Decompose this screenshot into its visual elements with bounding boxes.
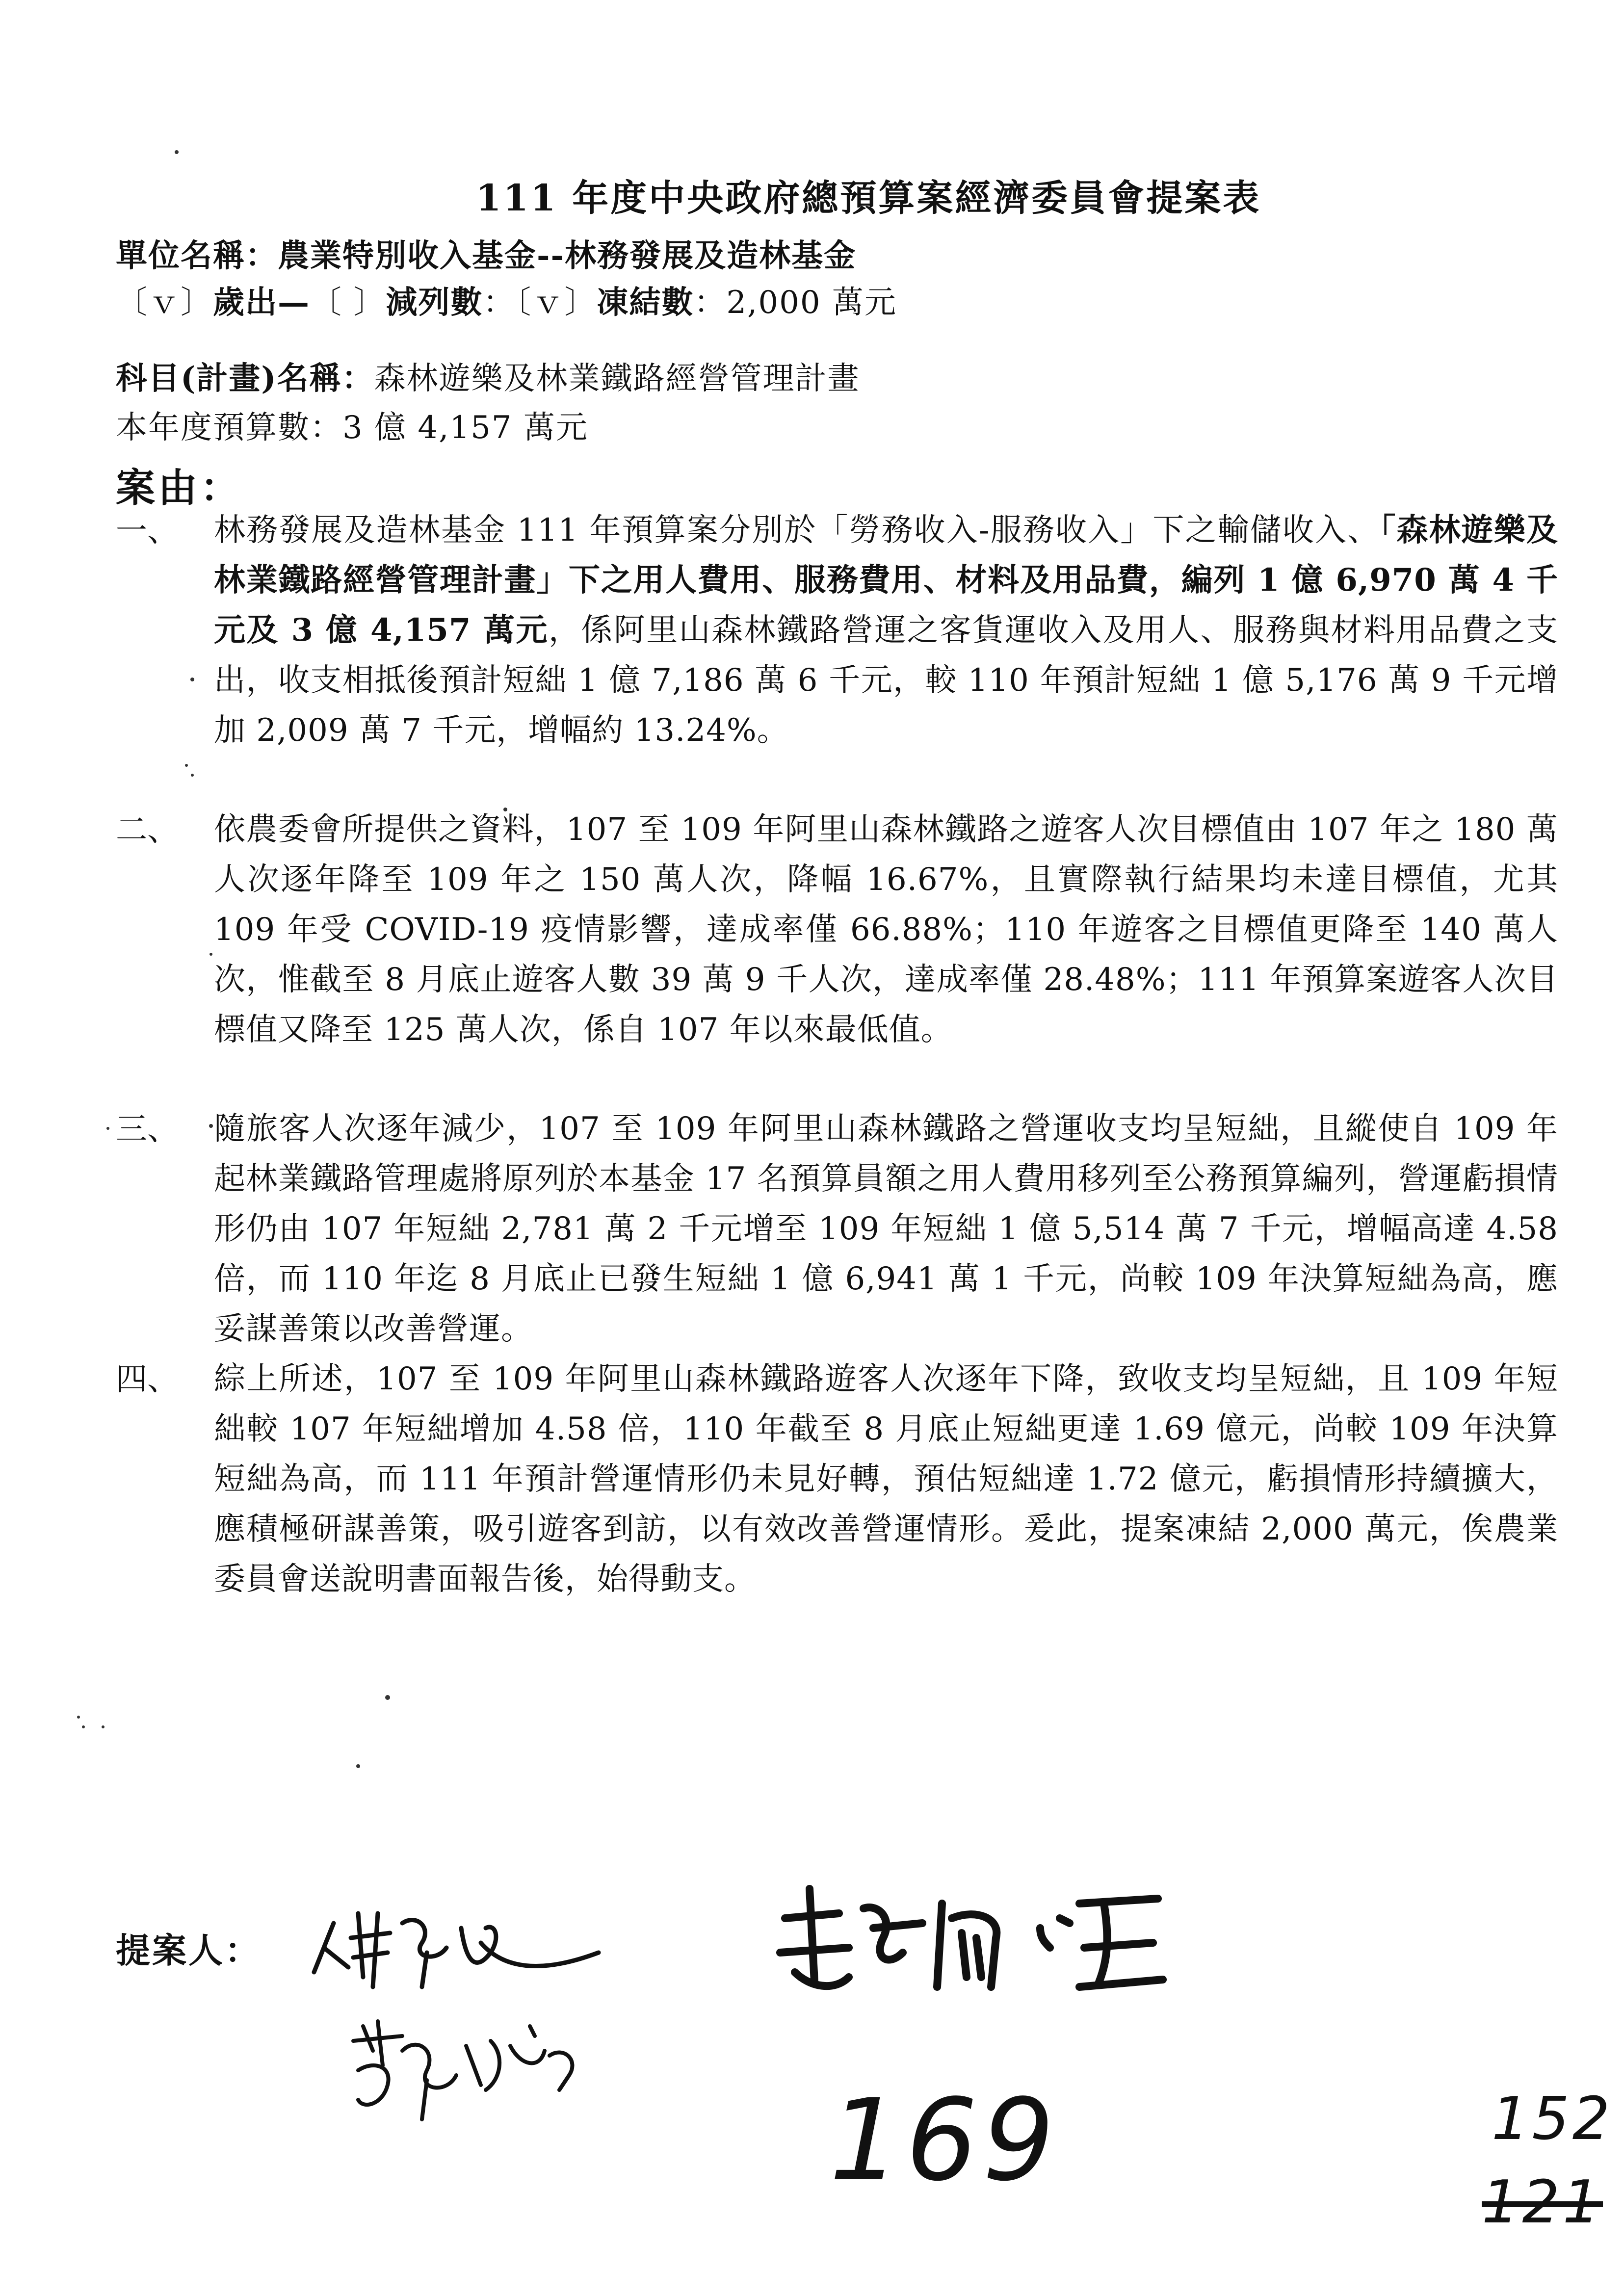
page-number: 169 xyxy=(829,2075,1059,2206)
item-number: 一、 xyxy=(116,513,179,549)
option-dash: — xyxy=(278,284,310,321)
option-reduction: 減列數 xyxy=(386,284,483,321)
document-title: 111 年度中央政府總預算案經濟委員會提案表 xyxy=(476,177,1261,219)
checkbox-reduction: 〔 〕 xyxy=(310,285,386,321)
option-colon: ： xyxy=(483,285,516,321)
item-text-part: ，係阿里山森林鐵路營運之客貨運收入及用人、服務與材料用品費之支出，收支相抵後預計短絀 1 億 7,186 萬 6 千元，較 110 年預計短絀 1 億 5,176 萬 9 千元增加 2,009 萬 7 千元，增幅約 13.24%。 xyxy=(214,612,1559,749)
item-number: 四、 xyxy=(116,1361,179,1398)
subject-label: 科目(計畫)名稱： xyxy=(116,360,374,397)
unit-value: 農業特別收入基金--林務發展及造林基金 xyxy=(278,237,857,274)
checkbox-expenditure: 〔ｖ〕 xyxy=(116,285,213,321)
proposer-label: 提案人： xyxy=(116,1930,261,1971)
option-expenditure: 歲出 xyxy=(213,284,278,321)
unit-label: 單位名稱： xyxy=(116,237,278,274)
budget-value: 3 億 4,157 萬元 xyxy=(342,410,588,446)
item-text: 綜上所述，107 至 109 年阿里山森林鐵路遊客人次逐年下降，致收支均呈短絀，且 109 年短絀較 107 年短絀增加 4.58 倍，110 年截至 8 月底止短絀更達 1.69 億元，尚較 109 年決算短絀為高，而 111 年預計營運情形仍未見好轉，預估短絀達 1.72 億元，虧損情形持續擴大，應積極研謀善策，吸引遊客到訪，以有效改善營運情形。爰此，提案凍結 2,000 萬元，俟農業委員會送說明書面報告後，始得動支。 xyxy=(214,1361,1558,1597)
item-number: 二、 xyxy=(116,812,179,848)
corner-mark-bottom: 121 xyxy=(1482,2168,1603,2237)
item-text: 隨旅客人次逐年減少，107 至 109 年阿里山森林鐵路之營運收支均呈短絀，且縱使自 109 年起林業鐵路管理處將原列於本基金 17 名預算員額之用人費用移列至公務預算編列，營運虧損情形仍由 107 年短絀 2,781 萬 2 千元增至 109 年短絀 1 億 5,514 萬 7 千元，增幅高達 4.58 倍，而 110 年迄 8 月底止已發生短絀 1 億 6,941 萬 1 千元，尚較 109 年決算短絀為高，應妥謀善策以改善營運。 xyxy=(214,1111,1558,1347)
budget-label: 本年度預算數： xyxy=(116,410,342,446)
corner-mark-top: 152 xyxy=(1492,2085,1613,2153)
option-freeze: 凍結數 xyxy=(597,284,694,321)
subject-value: 森林遊樂及林業鐵路經營管理計畫 xyxy=(374,361,860,397)
item-text: 依農委會所提供之資料，107 至 109 年阿里山森林鐵路之遊客人次目標值由 107 年之 180 萬人次逐年降至 109 年之 150 萬人次，降幅 16.67%，且實際執行結果均未達目標值，尤其 109 年受 COVID-19 疫情影響，達成率僅 66.88%；110 年遊客之目標值更降至 140 萬人次，惟截至 8 月底止遊客人數 39 萬 9 千人次，達成率僅 28.48%；111 年預算案遊客人次目標值又降至 125 萬人次，係自 107 年以來最低值。 xyxy=(214,811,1558,1048)
freeze-amount: ：2,000 萬元 xyxy=(694,285,897,321)
item-text-bold: 「森林遊樂及林業鐵路經營管理計畫」下之用人費用、服務費用、材料及用品費，編列 1 億 6,970 萬 4 千元及 3 億 4,157 萬元 xyxy=(214,512,1559,649)
item-number: 三、 xyxy=(116,1111,179,1148)
checkbox-freeze: 〔ｖ〕 xyxy=(515,285,597,321)
item-text-part: 林務發展及造林基金 111 年預算案分別於「勞務收入-服務收入」下之輸儲收入、 xyxy=(214,512,1380,548)
reason-heading: 案由： xyxy=(116,465,242,511)
